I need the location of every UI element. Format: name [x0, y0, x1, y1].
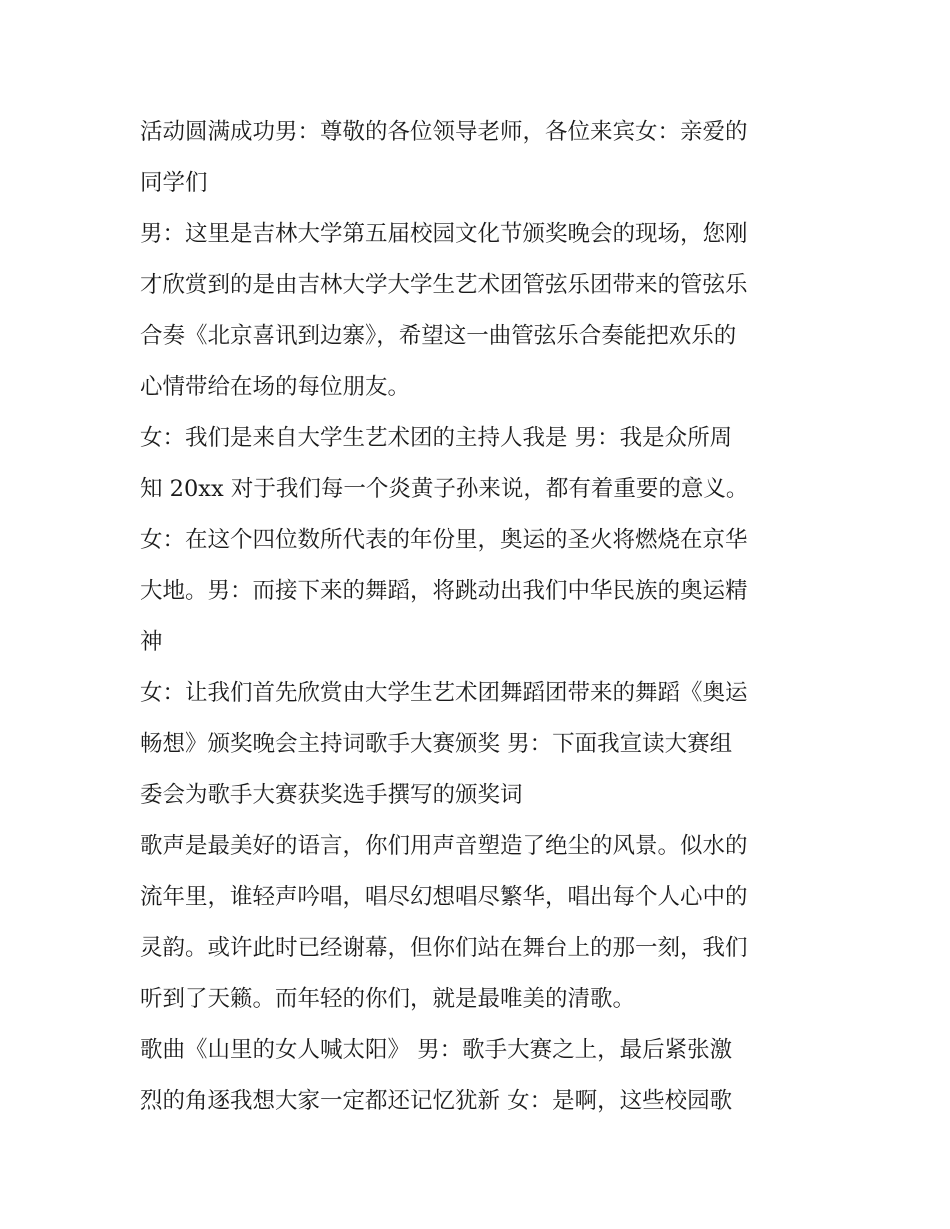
text-line: 委会为歌手大赛获奖选手撰写的颁奖词: [140, 782, 523, 808]
text-line: 畅想》颁奖晚会主持词歌手大赛颁奖 男：下面我宣读大赛组: [140, 731, 733, 757]
text-line: 听到了天籁。而年轻的你们，就是最唯美的清歌。: [140, 986, 636, 1012]
text-line: 流年里，谁轻声吟唱，唱尽幻想唱尽繁华，唱出每个人心中的: [140, 884, 748, 910]
text-line: 知 20xx 对于我们每一个炎黄子孙来说，都有着重要的意义。: [140, 476, 749, 502]
text-line: 心情带给在场的每位朋友。: [140, 374, 411, 400]
text-line: 才欣赏到的是由吉林大学大学生艺术团管弦乐团带来的管弦乐: [140, 272, 748, 298]
text-line: 男：这里是吉林大学第五届校园文化节颁奖晚会的现场，您刚: [140, 221, 748, 247]
text-line: 灵韵。或许此时已经谢幕，但你们站在舞台上的那一刻，我们: [140, 935, 748, 961]
text-line: 大地。男：而接下来的舞蹈，将跳动出我们中华民族的奥运精: [140, 578, 748, 604]
text-line: 神: [140, 629, 163, 655]
document-body: [140, 107, 820, 1127]
text-line: 歌声是最美好的语言，你们用声音塑造了绝尘的风景。似水的: [140, 833, 748, 859]
text-line: 烈的角逐我想大家一定都还记忆犹新 女：是啊，这些校园歌: [140, 1088, 733, 1114]
text-line: 活动圆满成功男：尊敬的各位领导老师，各位来宾女：亲爱的: [140, 119, 748, 145]
text-line: 女：我们是来自大学生艺术团的主持人我是 男：我是众所周: [140, 425, 733, 451]
text-line: 女：让我们首先欣赏由大学生艺术团舞蹈团带来的舞蹈《奥运: [140, 680, 748, 706]
text-line: 女：在这个四位数所代表的年份里，奥运的圣火将燃烧在京华: [140, 527, 748, 553]
text-line: 合奏《北京喜讯到边寨》，希望这一曲管弦乐合奏能把欢乐的: [140, 323, 737, 349]
text-line: 同学们: [140, 170, 208, 196]
text-line: 歌曲《山里的女人喊太阳》 男：歌手大赛之上，最后紧张激: [140, 1037, 733, 1063]
